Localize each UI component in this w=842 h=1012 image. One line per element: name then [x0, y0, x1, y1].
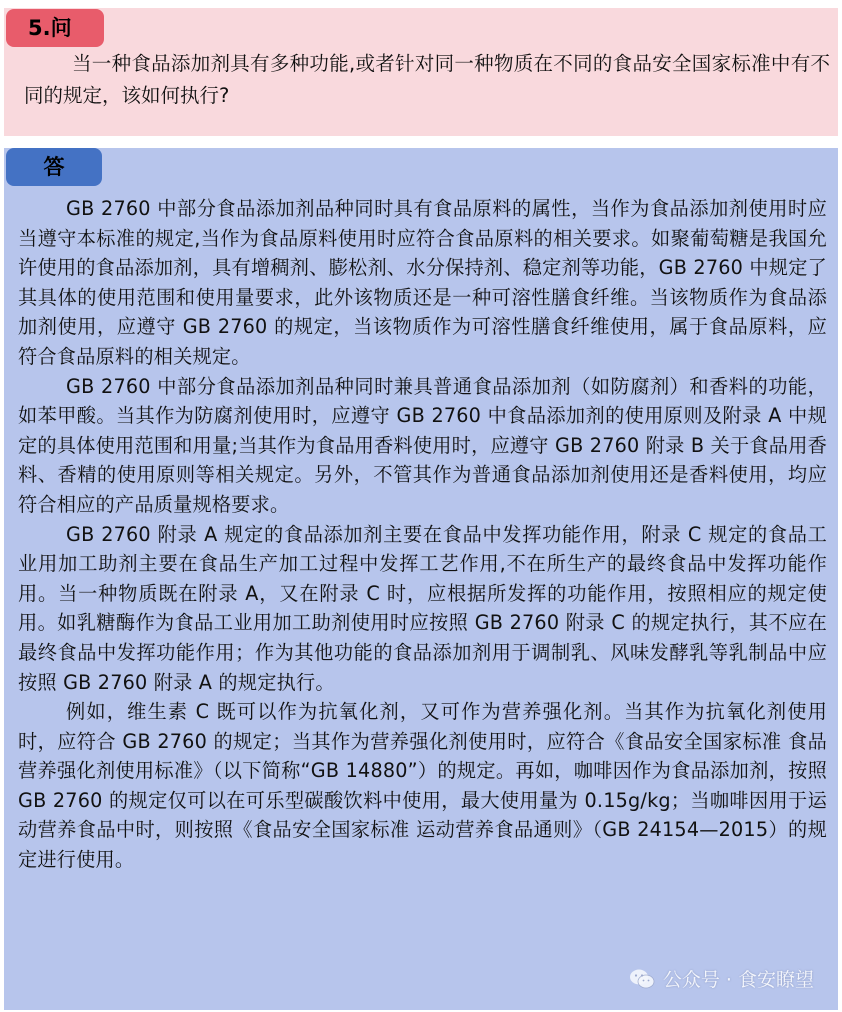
answer-paragraph: GB 2760 附录 A 规定的食品添加剂主要在食品中发挥功能作用，附录 C 规定的食品工业用加工助剂主要在食品生产加工过程中发挥工艺作用,不在所生产的最终食品中发挥功能作用。当一种物质既在附录 A，又在附录 C 时，应根据所发挥的功能作用，按照相应的规定使用。如乳糖酶作为食品工业用加工助剂使用时应按照 GB 2760 附录 C 的规定执行，其不应在最终食品中发挥功能作用；作为其他功能的食品添加剂用于调制乳、风味发酵乳等乳制品中应按照 GB 2760 附录 A 的规定执行。	[18, 522, 827, 694]
question-text: 当一种食品添加剂具有多种功能,或者针对同一种物质在不同的食品安全国家标准中有不同的规定，该如何执行?	[24, 52, 830, 107]
answer-paragraph: GB 2760 中部分食品添加剂品种同时兼具普通食品添加剂（如防腐剂）和香料的功能，如苯甲酸。当其作为防腐剂使用时，应遵守 GB 2760 中食品添加剂的使用原则及附录 A 中规定的具体使用范围和用量;当其作为食品用香料使用时，应遵守 GB 2760 附录 B 关于食品用香料、香精的使用原则等相关规定。另外，不管其作为普通食品添加剂使用还是香料使用，均应符合相应的产品质量规格要求。	[18, 374, 827, 516]
watermark-text: 公众号 · 食安瞭望	[662, 969, 814, 991]
answer-body	[18, 194, 827, 875]
watermark	[629, 965, 814, 992]
question-section	[4, 8, 838, 136]
answer-paragraph: 例如，维生素 C 既可以作为抗氧化剂，又可作为营养强化剂。当其作为抗氧化剂使用时，应符合 GB 2760 的规定；当其作为营养强化剂使用时，应符合《食品安全国家标准 食品营养强化剂使用标准》（以下简称“GB 14880”）的规定。再如，咖啡因作为食品添加剂，按照 GB 2760 的规定仅可以在可乐型碳酸饮料中使用，最大使用量为 0.15g/kg；当咖啡因用于运动营养食品中时，则按照《食品安全国家标准 运动营养食品通则》（GB 24154—2015）的规定进行使用。	[18, 700, 827, 872]
question-tag: 5.问	[6, 9, 104, 47]
answer-paragraph: GB 2760 中部分食品添加剂品种同时具有食品原料的属性，当作为食品添加剂使用时应当遵守本标准的规定,当作为食品原料使用时应符合食品原料的相关要求。如聚葡萄糖是我国允许使用的食品添加剂，具有增稠剂、膨松剂、水分保持剂、稳定剂等功能，GB 2760 中规定了其具体的使用范围和使用量要求，此外该物质还是一种可溶性膳食纤维。当该物质作为食品添加剂使用，应遵守 GB 2760 的规定，当该物质作为可溶性膳食纤维使用，属于食品原料，应符合食品原料的相关规定。	[18, 197, 827, 368]
answer-section	[4, 148, 838, 1010]
answer-tag: 答	[6, 148, 102, 186]
wechat-icon	[629, 968, 655, 990]
